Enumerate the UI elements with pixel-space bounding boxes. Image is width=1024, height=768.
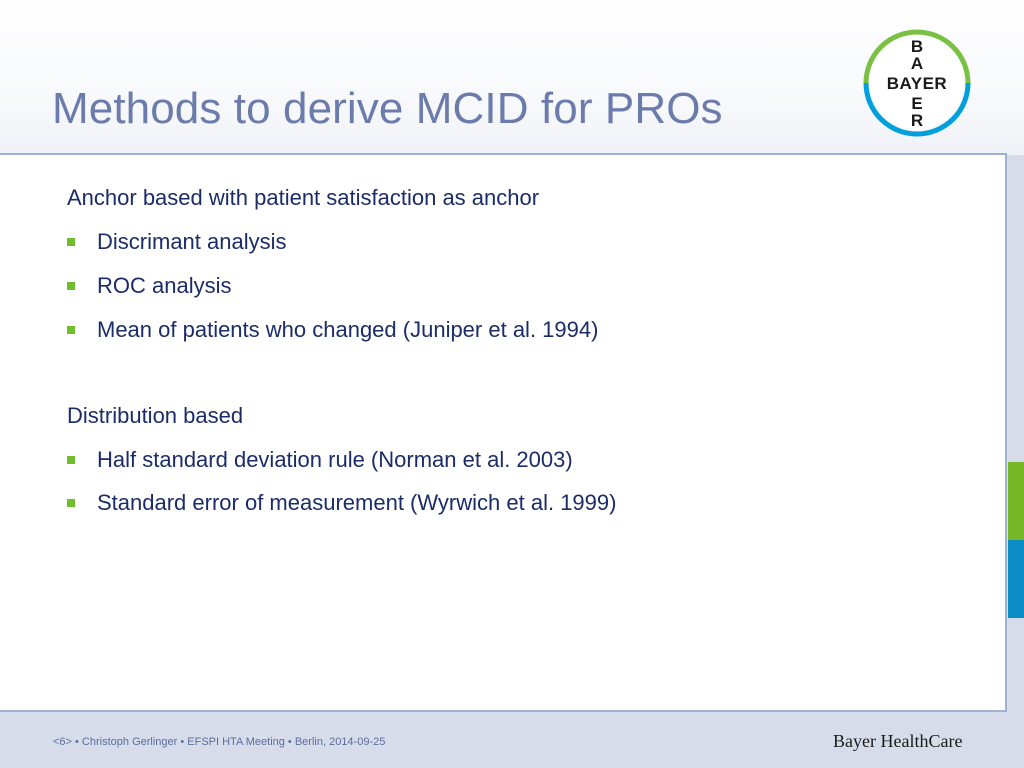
bullet-square-icon bbox=[67, 499, 75, 507]
bullet-square-icon bbox=[67, 282, 75, 290]
list-item bbox=[67, 228, 287, 256]
logo-letter-b: B bbox=[910, 37, 924, 56]
side-tab-green bbox=[1008, 462, 1024, 540]
list-item-text: Mean of patients who changed (Juniper et al. 1994) bbox=[97, 317, 599, 342]
bullet-square-icon bbox=[67, 326, 75, 334]
list-item-text: Standard error of measurement (Wyrwich et al. 1999) bbox=[97, 490, 617, 515]
page-title: Methods to derive MCID for PROs bbox=[52, 84, 723, 133]
footer-text: <6> • Christoph Gerlinger • EFSPI HTA Meeting • Berlin, 2014-09-25 bbox=[53, 736, 386, 748]
list-item-text: Discrimant analysis bbox=[97, 229, 287, 254]
section-heading: Distribution based bbox=[67, 403, 244, 428]
bayer-cross-logo bbox=[862, 28, 972, 138]
logo-letter-r: R bbox=[910, 111, 924, 130]
list-item bbox=[67, 272, 231, 300]
logo-letter-e: E bbox=[911, 94, 923, 113]
side-tab-blue bbox=[1008, 540, 1024, 618]
list-item bbox=[67, 489, 616, 517]
footer-brand: Bayer HealthCare bbox=[833, 731, 963, 751]
logo-word: BAYER bbox=[886, 74, 948, 93]
list-item-text: Half standard deviation rule (Norman et al. 2003) bbox=[97, 447, 573, 472]
bullet-square-icon bbox=[67, 238, 75, 246]
logo-letter-a: A bbox=[910, 54, 924, 73]
bullet-square-icon bbox=[67, 456, 75, 464]
list-item bbox=[67, 316, 598, 344]
list-item-text: ROC analysis bbox=[97, 273, 232, 298]
list-item bbox=[67, 446, 573, 474]
section-heading: Anchor based with patient satisfaction as anchor bbox=[67, 185, 540, 210]
